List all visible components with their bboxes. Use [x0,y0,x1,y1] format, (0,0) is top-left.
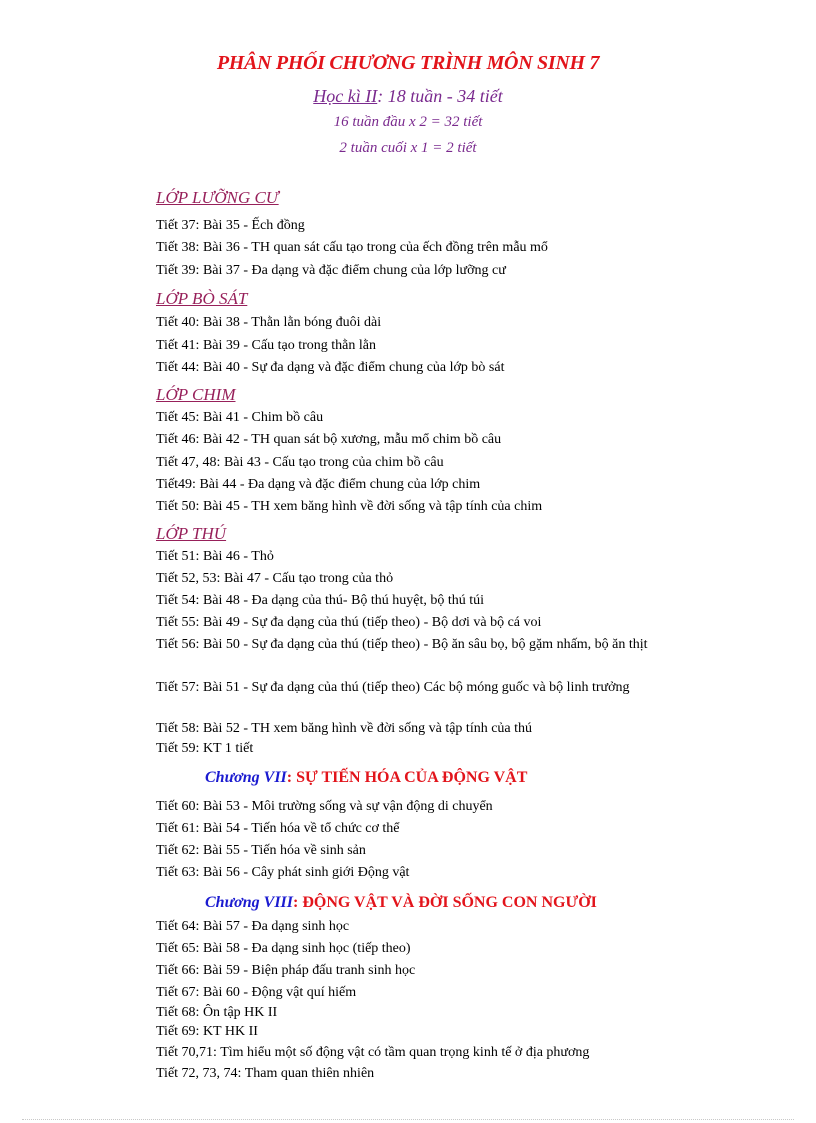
lesson-line: Tiết 47, 48: Bài 43 - Cấu tạo trong của chim bồ câu [156,455,444,470]
lesson-line: Tiết 54: Bài 48 - Đa dạng của thú- Bộ thú huyệt, bộ thú túi [156,593,485,608]
lesson-line: Tiết 70,71: Tìm hiểu một số động vật có tầm quan trọng kinh tế ở địa phương [156,1045,590,1060]
page-bottom-divider [22,1119,794,1120]
lesson-line: Tiết 67: Bài 60 - Động vật quí hiếm [156,985,357,1000]
lesson-line: Tiết 41: Bài 39 - Cấu tạo trong thằn lằn [156,338,376,353]
lesson-line: Tiết 61: Bài 54 - Tiến hóa về tổ chức cơ thể [156,821,400,836]
lesson-line: Tiết 60: Bài 53 - Môi trường sống và sự vận động di chuyển [156,799,493,814]
section-heading-luong-cu: LỚP LƯỠNG CƯ [156,188,279,207]
lesson-line: Tiết 55: Bài 49 - Sự đa dạng của thú (tiếp theo) - Bộ dơi và bộ cá voi [156,615,542,630]
chapter-title: : SỰ TIẾN HÓA CỦA ĐỘNG VẬT [286,769,528,786]
lesson-line: Tiết 64: Bài 57 - Đa dạng sinh học [156,919,350,934]
lesson-line: Tiết 51: Bài 46 - Thỏ [156,549,274,564]
lesson-line: Tiết 44: Bài 40 - Sự đa dạng và đặc điểm chung của lớp bò sát [156,360,505,375]
lesson-line: Tiết49: Bài 44 - Đa dạng và đặc điểm chung của lớp chim [156,477,481,492]
lesson-line: Tiết 39: Bài 37 - Đa dạng và đặc điểm chung của lớp lưỡng cư [156,263,506,278]
section-heading-chim: LỚP CHIM [156,385,236,404]
lesson-line: Tiết 46: Bài 42 - TH quan sát bộ xương, mẫu mổ chim bồ câu [156,432,502,447]
section-heading-thu: LỚP THÚ [156,524,227,543]
document-title: PHÂN PHỐI CHƯƠNG TRÌNH MÔN SINH 7 [216,52,600,74]
lesson-line: Tiết 62: Bài 55 - Tiến hóa về sinh sản [156,843,366,858]
lesson-line: Tiết 57: Bài 51 - Sự đa dạng của thú (tiếp theo) Các bộ móng guốc và bộ linh trưởng [156,680,630,695]
lesson-line: Tiết 58: Bài 52 - TH xem băng hình về đời sống và tập tính của thú [156,721,533,736]
lesson-line: Tiết 63: Bài 56 - Cây phát sinh giới Động vật [156,865,410,880]
lesson-line: Tiết 59: KT 1 tiết [156,741,254,756]
chapter-title: : ĐỘNG VẬT VÀ ĐỜI SỐNG CON NGƯỜI [293,894,597,911]
lesson-line: Tiết 45: Bài 41 - Chim bồ câu [156,410,324,425]
chapter-label: Chương VIII [205,894,293,911]
chapter-label: Chương VII [205,769,287,786]
lesson-line: Tiết 38: Bài 36 - TH quan sát cấu tạo trong của ếch đồng trên mẫu mổ [156,240,548,255]
section-heading-bo-sat: LỚP BÒ SÁT [156,289,248,308]
lesson-line: Tiết 56: Bài 50 - Sự đa dạng của thú (tiếp theo) - Bộ ăn sâu bọ, bộ gặm nhấm, bộ ăn thịt [156,637,648,652]
semester-line-2: 16 tuần đầu x 2 = 32 tiết [333,114,483,130]
semester-summary [0,86,816,107]
lesson-line: Tiết 65: Bài 58 - Đa dạng sinh học (tiếp theo) [156,941,411,956]
semester-line-3: 2 tuần cuối x 1 = 2 tiết [339,140,477,156]
lesson-line: Tiết 69: KT HK II [156,1024,258,1039]
lesson-line: Tiết 50: Bài 45 - TH xem băng hình về đời sống và tập tính của chim [156,499,543,514]
chapter-heading-7 [205,769,527,787]
semester-label: Học kì II [313,86,378,106]
lesson-line: Tiết 68: Ôn tập HK II [156,1005,278,1020]
lesson-line: Tiết 37: Bài 35 - Ếch đồng [156,218,305,233]
semester-summary-text: : 18 tuần - 34 tiết [377,86,503,106]
lesson-line: Tiết 52, 53: Bài 47 - Cấu tạo trong của thỏ [156,571,394,586]
lesson-line: Tiết 72, 73, 74: Tham quan thiên nhiên [156,1066,375,1081]
lesson-line: Tiết 40: Bài 38 - Thằn lằn bóng đuôi dài [156,315,382,330]
lesson-line: Tiết 66: Bài 59 - Biện pháp đấu tranh sinh học [156,963,416,978]
chapter-heading-8 [205,894,597,912]
